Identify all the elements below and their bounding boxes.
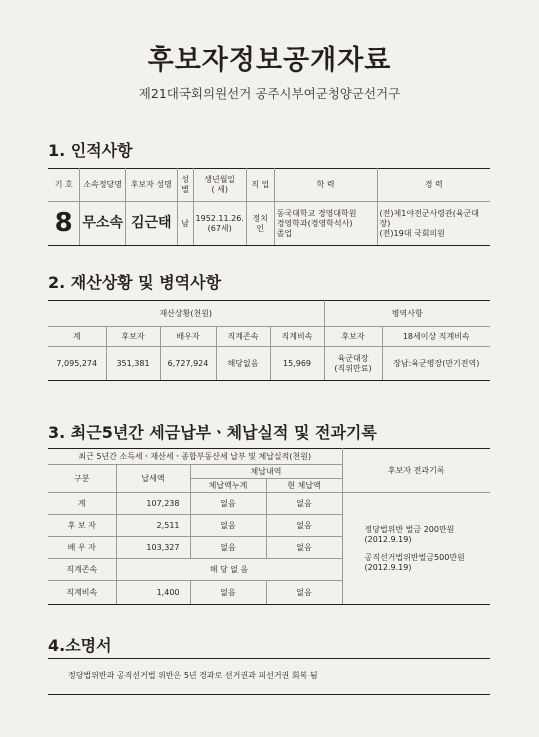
header-category: 구분 <box>48 465 116 493</box>
education-line: 졸업 <box>276 228 293 238</box>
tax-row-paid: 1,400 <box>116 581 190 605</box>
tax-row-paid: 2,511 <box>116 515 190 537</box>
tax-row-label: 계 <box>48 493 116 515</box>
criminal-record <box>342 493 490 605</box>
header-paid: 납세액 <box>116 465 190 493</box>
candidate-birthdate: 1952.11.26. <box>195 213 244 223</box>
candidate-birth <box>193 202 246 246</box>
tax-row-total: 없음 <box>190 537 266 559</box>
header-career: 경 력 <box>377 169 490 202</box>
criminal-line: (2012.9.19) <box>364 534 412 544</box>
tax-row-label: 직계비속 <box>48 581 116 605</box>
tax-row-total: 없음 <box>190 581 266 605</box>
education-line: 동국대학교 경영대학원 <box>276 208 357 218</box>
criminal-line: 공직선거법위반벌금500만원 <box>364 552 465 562</box>
military-children: 장남:육군병장(만기전역) <box>382 347 490 381</box>
header-birth-line1: 생년월일 <box>204 175 236 184</box>
tax-row-label: 배 우 자 <box>48 537 116 559</box>
career-line: (전)19대 국회의원 <box>379 228 445 238</box>
candidate-name: 김근태 <box>126 202 178 246</box>
property-candidate: 351,381 <box>106 347 160 381</box>
header-military-candidate: 후보자 <box>324 327 382 347</box>
candidate-career <box>377 202 490 246</box>
header-total: 계 <box>48 327 106 347</box>
statement-bottom-rule <box>48 694 490 695</box>
header-arrears-current: 현 체납액 <box>266 479 342 493</box>
candidate-number: 8 <box>48 202 80 246</box>
header-gender: 성별 <box>177 169 193 202</box>
header-job: 직 업 <box>246 169 274 202</box>
header-military-children: 18세이상 직계비속 <box>382 327 490 347</box>
candidate-education <box>274 202 377 246</box>
candidate-party: 무소속 <box>80 202 126 246</box>
tax-row-current: 없음 <box>266 581 342 605</box>
tax-row-total: 없음 <box>190 515 266 537</box>
career-line: (전)제1야전군사령관(육군대장) <box>379 208 480 228</box>
header-birth <box>193 169 246 202</box>
tax-table <box>48 448 490 605</box>
candidate-gender: 남 <box>177 202 193 246</box>
personal-table <box>48 168 490 246</box>
property-table <box>48 300 490 381</box>
header-arrears-total: 체납액누계 <box>190 479 266 493</box>
military-candidate-status: (직위만료) <box>334 363 372 373</box>
header-spouse: 배우자 <box>160 327 216 347</box>
header-arrears: 체납내역 <box>190 465 342 479</box>
header-candidate: 후보자 <box>106 327 160 347</box>
section-heading-property: 2. 재산상황 및 병역사항 <box>48 273 222 292</box>
header-birth-line2: ( 세) <box>211 185 228 194</box>
statement-text: 정당법위반과 공직선거법 위반은 5년 경과로 선거권과 피선거권 회복 됨 <box>68 671 318 680</box>
criminal-header: 후보자 전과기록 <box>342 449 490 493</box>
header-ascendant: 직계존속 <box>216 327 270 347</box>
education-line: 경영학과(경영학석사) <box>276 218 353 228</box>
page-subtitle: 제21대국회의원선거 공주시부여군청양군선거구 <box>138 86 401 101</box>
criminal-line: (2012.9.19) <box>364 562 412 572</box>
tax-row-label: 후 보 자 <box>48 515 116 537</box>
tax-row-current: 없음 <box>266 515 342 537</box>
property-descendant: 15,969 <box>270 347 324 381</box>
property-group-header: 재산상황(천원) <box>48 301 324 327</box>
header-education: 학 력 <box>274 169 377 202</box>
military-candidate-rank: 육군대장 <box>337 353 369 363</box>
tax-row-label: 직계존속 <box>48 559 116 581</box>
header-descendant: 직계비속 <box>270 327 324 347</box>
tax-row-total: 없음 <box>190 493 266 515</box>
tax-caption: 최근 5년간 소득세ㆍ재산세ㆍ종합부동산세 납부 및 체납실적(천원) <box>48 449 342 465</box>
section-heading-personal: 1. 인적사항 <box>48 141 133 160</box>
candidate-job: 정치인 <box>246 202 274 246</box>
tax-ascendant-value: 해 당 없 음 <box>116 559 342 581</box>
military-candidate <box>324 347 382 381</box>
property-total: 7,095,274 <box>48 347 106 381</box>
header-name: 후보자 성명 <box>126 169 178 202</box>
property-spouse: 6,727,924 <box>160 347 216 381</box>
criminal-line: 정당법위반 벌금 200만원 <box>364 524 455 534</box>
tax-row-current: 없음 <box>266 493 342 515</box>
section-heading-tax: 3. 최근5년간 세금납부ㆍ체납실적 및 전과기록 <box>48 423 377 442</box>
tax-row-paid: 107,238 <box>116 493 190 515</box>
military-group-header: 병역사항 <box>324 301 490 327</box>
header-number: 기 호 <box>48 169 80 202</box>
page-title: 후보자정보공개자료 <box>147 45 392 76</box>
candidate-age: (67세) <box>207 223 232 233</box>
tax-row-paid: 103,327 <box>116 537 190 559</box>
header-party: 소속정당명 <box>80 169 126 202</box>
statement-top-rule <box>48 658 490 659</box>
tax-row-current: 없음 <box>266 537 342 559</box>
section-heading-statement: 4.소명서 <box>48 636 112 655</box>
property-ascendant: 해당없음 <box>216 347 270 381</box>
